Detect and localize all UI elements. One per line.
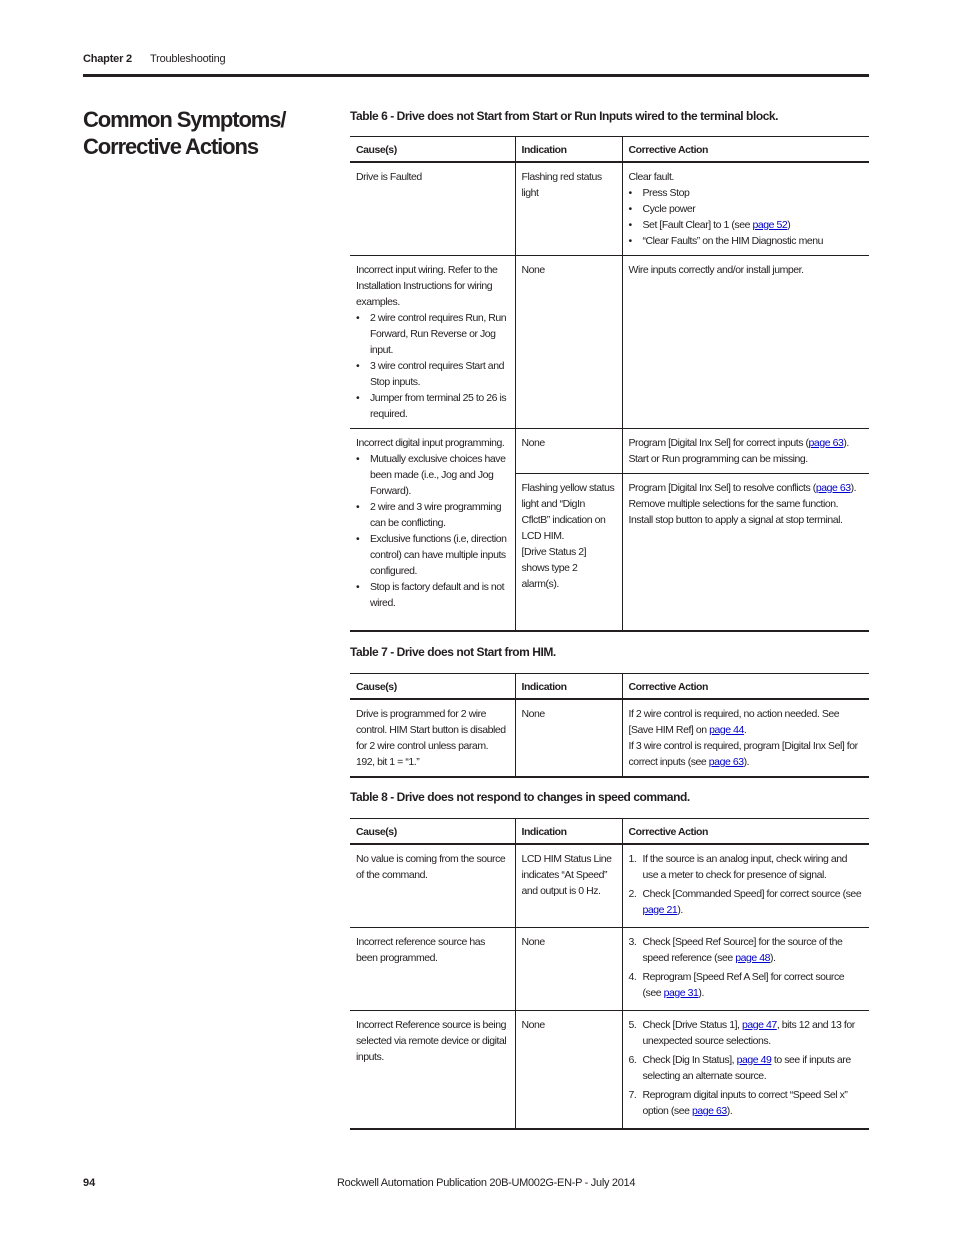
action-text-part: . (743, 723, 747, 736)
list-item (629, 217, 864, 233)
list-item (629, 1052, 864, 1084)
table-row (350, 162, 869, 256)
list-item: • 2 wire and 3 wire programming can be conflicting. (356, 499, 509, 531)
step-text: If the source is an analog input, check wiring and use a meter to check for presence of signal. (642, 852, 848, 881)
indication-cell: LCD HIM Status Line indicates “At Speed” and output is 0 Hz. (515, 844, 622, 928)
list-item (629, 969, 864, 1001)
action-cell (622, 927, 869, 1010)
column-header-indication: Indication (515, 137, 622, 162)
step-text: to see if inputs are selecting an alternate source. (642, 1053, 851, 1082)
action-text-part: If 3 wire control is required, program [Digital Inx Sel] for correct inputs (see (628, 739, 858, 768)
cause-intro: Incorrect input wiring. Refer to the Installation Instructions for wiring examples. (356, 263, 498, 308)
indication-cell (515, 473, 622, 631)
action-text (629, 706, 864, 738)
action-text-part: Program [Digital Inx Sel] for correct inputs ( (628, 436, 809, 449)
step-list (629, 851, 864, 918)
list-item: • Jumper from terminal 25 to 26 is required. (356, 390, 509, 422)
list-item-text: ) (787, 218, 791, 231)
list-item: • 2 wire control requires Run, Run Forward, Run Reverse or Jog input. (356, 310, 509, 358)
step-text: ). (726, 1104, 733, 1117)
table-row (350, 927, 869, 1010)
list-item-text: Set [Fault Clear] to 1 (see (642, 218, 753, 231)
column-header-cause: Cause(s) (350, 674, 515, 699)
page-link[interactable]: page 63 (691, 1104, 727, 1117)
table-row (350, 255, 869, 428)
cause-list (356, 310, 509, 422)
action-text (629, 738, 864, 770)
action-text: Remove multiple selections for the same function. (628, 497, 839, 510)
cause-cell: Drive is programmed for 2 wire control. HIM Start button is disabled for 2 wire control unless param. 192, bit 1 = “1.” (350, 699, 515, 777)
column-header-action: Corrective Action (622, 819, 869, 844)
publication-info: Rockwell Automation Publication 20B-UM002G-EN-P - July 2014 (337, 1177, 636, 1189)
step-number: 1. (628, 852, 637, 865)
action-cell (622, 699, 869, 777)
page-link[interactable]: page 63 (808, 436, 844, 449)
action-text-part: ). (743, 755, 750, 768)
action-text (629, 480, 864, 496)
indication-cell: None (515, 927, 622, 1010)
step-number: 7. (628, 1088, 637, 1101)
action-cell (622, 162, 869, 256)
action-cell (622, 1010, 869, 1129)
action-cell: Wire inputs correctly and/or install jumper. (622, 255, 869, 428)
action-text-part: Program [Digital Inx Sel] to resolve conflicts ( (628, 481, 816, 494)
chapter-label: Chapter 2 (83, 53, 132, 65)
list-item: • Exclusive functions (i.e, direction control) can have multiple inputs configured. (356, 531, 509, 579)
page-link[interactable]: page 63 (815, 481, 851, 494)
table6-caption: Table 6 - Drive does not Start from Start or Run Inputs wired to the terminal block. (350, 109, 779, 123)
action-text: Start or Run programming can be missing. (628, 452, 808, 465)
list-item (629, 851, 864, 883)
action-text: Install stop button to apply a signal at stop terminal. (628, 513, 843, 526)
section-title-line2: Corrective Actions (83, 134, 258, 159)
cause-cell: Incorrect Reference source is being selected via remote device or digital inputs. (350, 1010, 515, 1129)
step-text: Reprogram digital inputs to correct “Speed Sel x” option (see (642, 1088, 848, 1117)
column-header-action: Corrective Action (622, 674, 869, 699)
step-text: ). (770, 951, 776, 964)
page-link[interactable]: page 63 (708, 755, 744, 768)
action-cell (622, 428, 869, 473)
step-number: 3. (628, 935, 637, 948)
step-text: Check [Commanded Speed] for correct source (see (642, 887, 862, 900)
page-link[interactable]: page 52 (752, 218, 788, 231)
column-header-cause: Cause(s) (350, 137, 515, 162)
page-link[interactable]: page 49 (736, 1053, 772, 1066)
running-header (83, 53, 869, 77)
list-item: • “Clear Faults” on the HIM Diagnostic menu (629, 233, 864, 249)
table7 (350, 673, 869, 778)
list-item: • Cycle power (629, 201, 864, 217)
page-link[interactable]: page 48 (735, 951, 771, 964)
table-row (350, 699, 869, 777)
page-link[interactable]: page 31 (663, 986, 699, 999)
table-header-row (350, 137, 869, 162)
column-header-indication: Indication (515, 819, 622, 844)
step-list (629, 1017, 864, 1119)
action-text (629, 435, 864, 451)
step-text: ). (677, 903, 683, 916)
cause-cell: No value is coming from the source of the command. (350, 844, 515, 928)
action-text-part: ). (850, 481, 857, 494)
section-title-line1: Common Symptoms/ (83, 107, 286, 132)
table7-caption: Table 7 - Drive does not Start from HIM. (350, 645, 556, 659)
cause-intro: Incorrect digital input programming. (356, 436, 505, 449)
column-header-indication: Indication (515, 674, 622, 699)
step-number: 4. (628, 970, 637, 983)
action-text-part: ). (843, 436, 849, 449)
step-number: 5. (628, 1018, 637, 1031)
list-item: • Press Stop (629, 185, 864, 201)
step-text: Check [Speed Ref Source] for the source of the speed reference (see (642, 935, 843, 964)
action-cell (622, 844, 869, 928)
table-row (350, 428, 869, 473)
action-cell (622, 473, 869, 631)
table-row (350, 1010, 869, 1129)
indication-cell: None (515, 1010, 622, 1129)
table-header-row (350, 674, 869, 699)
action-list (629, 185, 864, 249)
table8-caption: Table 8 - Drive does not respond to changes in speed command. (350, 790, 690, 804)
cause-cell (350, 428, 515, 631)
step-text: Reprogram [Speed Ref A Sel] for correct source (see (642, 970, 845, 999)
cause-list (356, 451, 509, 611)
list-item: • Mutually exclusive choices have been made (i.e., Jog and Jog Forward). (356, 451, 509, 499)
table6 (350, 136, 869, 632)
indication-cell: None (515, 255, 622, 428)
cause-cell: Drive is Faulted (350, 162, 515, 256)
indication-text: [Drive Status 2] shows type 2 alarm(s). (521, 545, 587, 590)
action-text-part: If 2 wire control is required, no action needed. See [Save HIM Ref] on (628, 707, 840, 736)
column-header-cause: Cause(s) (350, 819, 515, 844)
list-item (629, 1087, 864, 1119)
indication-text: Flashing yellow status light and “DigIn CflctB” indication on LCD HIM. (521, 481, 615, 542)
table-row (350, 844, 869, 928)
indication-cell: None (515, 699, 622, 777)
page-link[interactable]: page 21 (642, 903, 678, 916)
list-item (629, 1017, 864, 1049)
list-item: • Stop is factory default and is not wired. (356, 579, 509, 611)
list-item: • 3 wire control requires Start and Stop inputs. (356, 358, 509, 390)
step-number: 2. (628, 887, 637, 900)
cause-cell (350, 255, 515, 428)
step-list (629, 934, 864, 1001)
indication-cell: None (515, 428, 622, 473)
step-text: ). (698, 986, 704, 999)
indication-cell: Flashing red status light (515, 162, 622, 256)
table-header-row (350, 819, 869, 844)
cause-cell: Incorrect reference source has been programmed. (350, 927, 515, 1010)
section-title (83, 106, 313, 160)
list-item (629, 886, 864, 918)
table8 (350, 818, 869, 1130)
section-label: Troubleshooting (150, 53, 226, 65)
step-number: 6. (628, 1053, 637, 1066)
step-text: Check [Dig In Status], (642, 1053, 737, 1066)
page-link[interactable]: page 44 (709, 723, 744, 736)
page-link[interactable]: page 47 (742, 1018, 777, 1031)
step-text: , bits 12 and 13 for unexpected source selections. (642, 1018, 855, 1047)
page-number: 94 (83, 1177, 96, 1189)
column-header-action: Corrective Action (622, 137, 869, 162)
step-text: Check [Drive Status 1], (642, 1018, 742, 1031)
list-item (629, 934, 864, 966)
action-intro: Clear fault. (628, 170, 674, 183)
